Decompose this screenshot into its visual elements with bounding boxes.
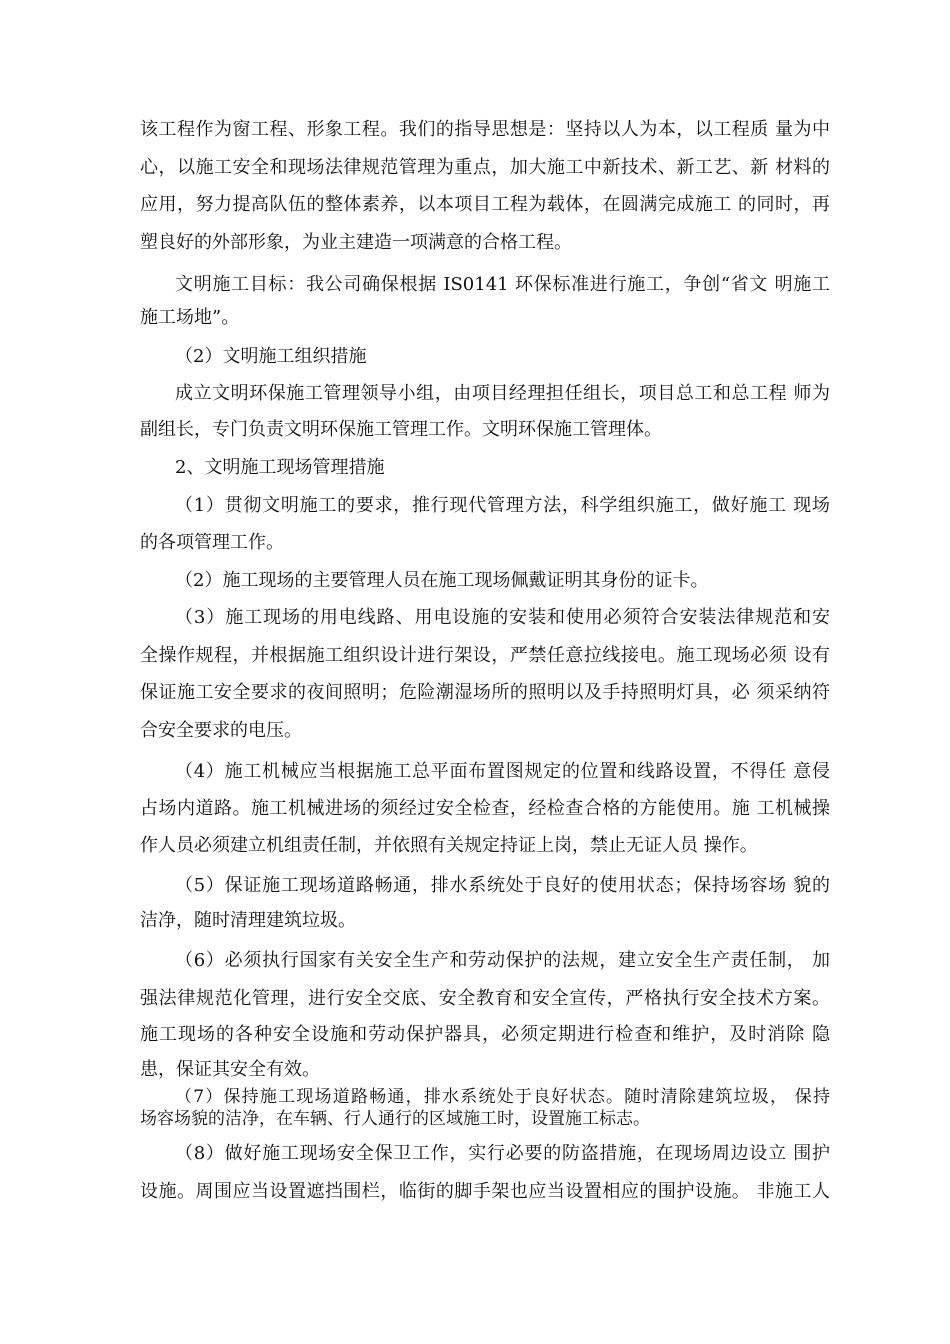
text-line: （3）施工现场的用电线路、用电设施的安装和使用必须符合安装法律规范和安 bbox=[175, 607, 830, 628]
text-line: （6）必须执行国家有关安全生产和劳动保护的法规，建立安全生产责任制， 加 bbox=[175, 950, 830, 971]
text-line: （7）保持施工现场道路畅通，排水系统处于良好状态。随时清除建筑垃圾， 保持 bbox=[175, 1087, 830, 1107]
text-line: （5）保证施工现场道路畅通，排水系统处于良好的使用状态；保持场容场 貌的 bbox=[175, 875, 830, 896]
text-line: 的各项管理工作。 bbox=[140, 532, 284, 553]
text-line: 设施。周围应当设置遮挡围栏，临街的脚手架也应当设置相应的围护设施。 非施工人 bbox=[140, 1181, 830, 1202]
text-line: 施工场地”。 bbox=[140, 307, 240, 328]
text-line: （8）做好施工现场安全保卫工作，实行必要的防盗措施，在现场周边设立 围护 bbox=[175, 1143, 830, 1164]
text-line: （1）贯彻文明施工的要求，推行现代管理方法，科学组织施工，做好施工 现场 bbox=[175, 495, 830, 516]
text-line: 保证施工安全要求的夜间照明；危险潮湿场所的照明以及手持照明灯具，必 须采纳符 bbox=[140, 682, 830, 703]
text-line: 强法律规范化管理，进行安全交底、安全教育和安全宣传，严格执行安全技术方案。 bbox=[140, 988, 830, 1009]
text-line: （2）施工现场的主要管理人员在施工现场佩戴证明其身份的证卡。 bbox=[175, 570, 709, 591]
section-heading: （2）文明施工组织措施 bbox=[175, 346, 367, 367]
text-line: 副组长，专门负责文明环保施工管理工作。文明环保施工管理体。 bbox=[140, 419, 662, 440]
text-line: 成立文明环保施工管理领导小组，由项目经理担任组长，项目总工和总工程 师为 bbox=[175, 383, 830, 404]
text-line: 应用，努力提高队伍的整体素养，以本项目工程为载体，在圆满完成施工 的同时，再 bbox=[140, 194, 830, 215]
text-line: 全操作规程，并根据施工组织设计进行架设，严禁任意拉线接电。施工现场必须 设有 bbox=[140, 645, 830, 666]
section-heading: 2、文明施工现场管理措施 bbox=[175, 457, 385, 478]
text-line: 洁净，随时清理建筑垃圾。 bbox=[140, 910, 356, 931]
text-line: 占场内道路。施工机械进场的须经过安全检查，经检查合格的方能使用。施 工机械操 bbox=[140, 798, 830, 819]
text-line: （4）施工机械应当根据施工总平面布置图规定的位置和线路设置，不得任 意侵 bbox=[175, 761, 830, 782]
text-line: 合安全要求的电压。 bbox=[140, 720, 302, 741]
text-line: 心，以施工安全和现场法律规范管理为重点，加大施工中新技术、新工艺、新 材料的 bbox=[140, 157, 830, 178]
text-line: 塑良好的外部形象，为业主建造一项满意的合格工程。 bbox=[140, 232, 572, 253]
text-line: 场容场貌的洁净，在车辆、行人通行的区域施工时，设置施工标志。 bbox=[140, 1109, 650, 1129]
text-line: 文明施工目标：我公司确保根据 IS0141 环保标准进行施工，争创“省文 明施工 bbox=[175, 274, 830, 295]
text-line: 患，保证其安全有效。 bbox=[140, 1059, 320, 1080]
text-line: 施工现场的各种安全设施和劳动保护器具，必须定期进行检查和维护，及时消除 隐 bbox=[140, 1024, 830, 1045]
text-line: 该工程作为窗工程、形象工程。我们的指导思想是：坚持以人为本，以工程质 量为中 bbox=[140, 119, 830, 140]
text-line: 作人员必须建立机组责任制，并依照有关规定持证上岗，禁止无证人员 操作。 bbox=[140, 835, 758, 856]
